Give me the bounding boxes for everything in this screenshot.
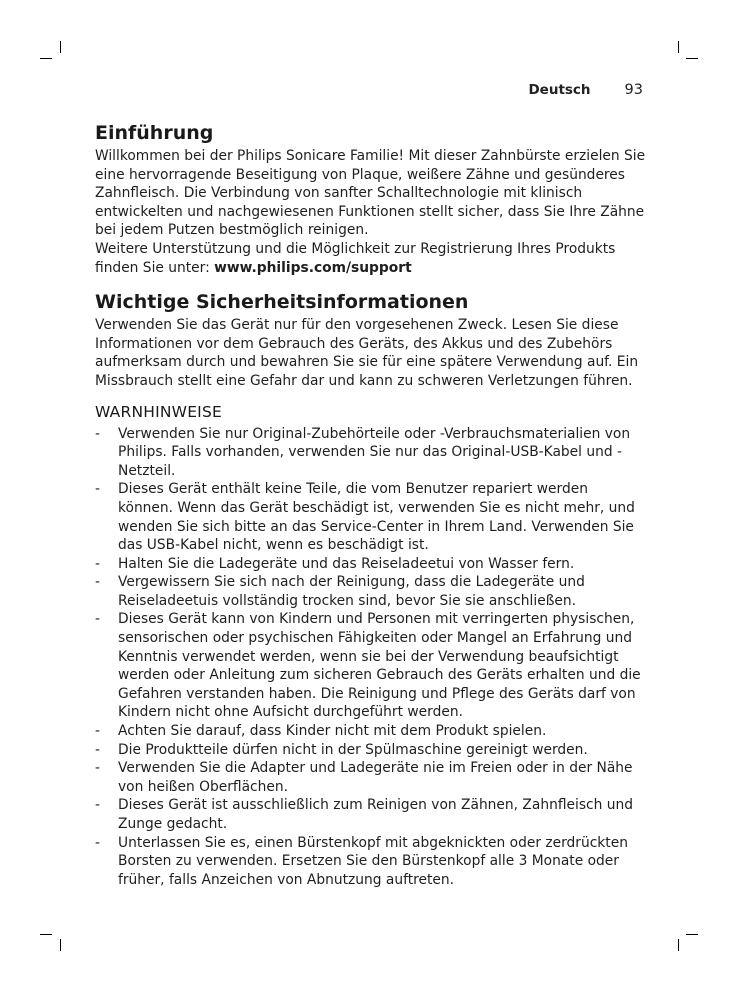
crop-mark-bottom-left-h [40, 934, 52, 935]
support-text: Weitere Unterstützung und die Möglichkeit zur Registrierung Ihres Produkts finden Sie unter: [95, 240, 616, 276]
bullet-dash: - [95, 834, 100, 851]
bullet-dash: - [95, 723, 100, 740]
list-item [95, 722, 647, 741]
intro-heading: Einführung [95, 122, 214, 144]
crop-mark-top-right-h [686, 58, 698, 59]
crop-mark-top-left-h [40, 58, 52, 59]
list-item-text: Verwenden Sie nur Original-Zubehörteile oder -Verbrauchsmaterialien von Philips. Falls vorhanden, verwenden Sie nur das Original-USB-Kabel und -Netzteil. [118, 425, 631, 479]
support-link[interactable]: www.philips.com/support [214, 259, 412, 276]
crop-mark-bottom-left-v [60, 939, 61, 951]
bullet-dash: - [95, 611, 100, 628]
bullet-dash: - [95, 574, 100, 591]
warnings-heading: WARNHINWEISE [95, 402, 222, 421]
bullet-dash: - [95, 760, 100, 777]
bullet-dash: - [95, 481, 100, 498]
crop-mark-top-right-v [678, 41, 679, 53]
page-content [95, 119, 647, 889]
warnings-list [95, 425, 647, 890]
list-item [95, 573, 647, 610]
safety-heading: Wichtige Sicherheitsinformationen [95, 291, 469, 314]
bullet-dash: - [95, 555, 100, 572]
crop-mark-top-left-v [60, 41, 61, 53]
page-header [528, 82, 643, 98]
list-item [95, 741, 647, 760]
list-item-text: Die Produktteile dürfen nicht in der Spülmaschine gereinigt werden. [118, 741, 588, 758]
list-item-text: Unterlassen Sie es, einen Bürstenkopf mit abgeknickten oder zerdrückten Borsten zu verwenden. Ersetzen Sie den Bürstenkopf alle 3 Monate oder früher, falls Anzeichen von Abnutzung auftreten. [118, 834, 628, 888]
list-item-text: Vergewissern Sie sich nach der Reinigung, dass die Ladegeräte und Reiseladeetuis vollständig trocken sind, bevor Sie sie anschließen. [118, 574, 585, 609]
list-item-text: Dieses Gerät ist ausschließlich zum Reinigen von Zähnen, Zahnfleisch und Zunge gedacht. [118, 797, 633, 832]
support-paragraph [95, 240, 647, 277]
bullet-dash: - [95, 797, 100, 814]
intro-paragraph: Willkommen bei der Philips Sonicare Familie! Mit dieser Zahnbürste erzielen Sie eine hervorragende Beseitigung von Plaque, weißere Zähne und gesünderes Zahnfleisch. Die Verbindung von sanfter Schalltechnologie mit klinisch entwickelten und nachgewiesenen Funktionen stellt sicher, dass Sie Ihre Zähne bei jedem Putzen bestmöglich reinigen. [95, 148, 646, 239]
list-item-text: Verwenden Sie die Adapter und Ladegeräte nie im Freien oder in der Nähe von heißen Oberflächen. [118, 760, 633, 795]
list-item-text: Dieses Gerät enthält keine Teile, die vom Benutzer repariert werden können. Wenn das Gerät beschädigt ist, verwenden Sie es nicht mehr, und wenden Sie sich bitte an das Service-Center in Ihrem Land. Verwenden Sie das USB-Kabel nicht, wenn es beschädigt ist. [118, 481, 635, 554]
bullet-dash: - [95, 425, 100, 442]
list-item-text: Achten Sie darauf, dass Kinder nicht mit dem Produkt spielen. [118, 723, 547, 740]
list-item-text: Halten Sie die Ladegeräte und das Reiseladeetui von Wasser fern. [118, 555, 575, 572]
list-item [95, 425, 647, 481]
list-item [95, 610, 647, 722]
page-number: 93 [624, 82, 643, 98]
list-item [95, 555, 647, 574]
bullet-dash: - [95, 741, 100, 758]
list-item [95, 834, 647, 890]
safety-paragraph: Verwenden Sie das Gerät nur für den vorgesehenen Zweck. Lesen Sie diese Informationen vor dem Gebrauch des Geräts, des Akkus und des Zubehörs aufmerksam durch und bewahren Sie sie für eine spätere Verwendung auf. Ein Missbrauch stellt eine Gefahr dar und kann zu schweren Verletzungen führen. [95, 317, 639, 389]
crop-mark-bottom-right-h [686, 934, 698, 935]
list-item [95, 759, 647, 796]
list-item [95, 796, 647, 833]
list-item [95, 480, 647, 554]
language-label: Deutsch [528, 82, 591, 98]
list-item-text: Dieses Gerät kann von Kindern und Personen mit verringerten physischen, sensorischen oder psychischen Fähigkeiten oder Mangel an Erfahrung und Kenntnis verwendet werden, wenn sie bei der Verwendung beaufsichtigt werden oder Anleitung zum sicheren Gebrauch des Geräts erhalten und die Gefahren verstanden haben. Die Reinigung und Pflege des Geräts darf von Kindern nicht ohne Aufsicht durchgeführt werden. [118, 611, 641, 721]
crop-mark-bottom-right-v [678, 939, 679, 951]
